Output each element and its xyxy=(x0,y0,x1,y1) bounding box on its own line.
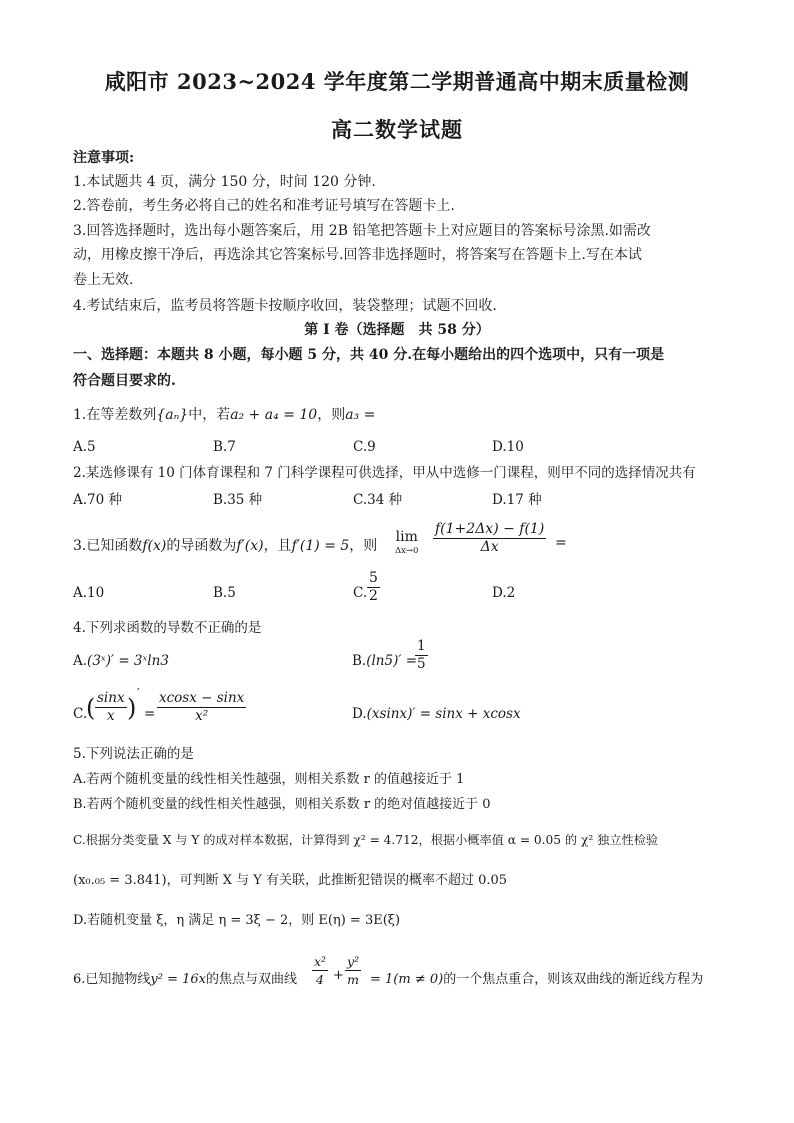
q3-text-d: ，则 xyxy=(349,538,378,554)
q4-option-c-equals: = xyxy=(144,706,156,722)
q2-option-b: B.35 种 xyxy=(213,492,263,508)
q3-option-c-fraction xyxy=(367,570,380,605)
q5-option-a: A.若两个随机变量的线性相关性越强，则相关系数 r 的值越接近于 1 xyxy=(73,772,465,787)
q4-option-d-expr: (xsinx)′ = sinx + xcosx xyxy=(366,706,521,722)
q3-fraction xyxy=(433,521,546,556)
q6-fraction-2 xyxy=(345,953,361,988)
q4-option-a-label: A. xyxy=(73,653,88,669)
q4-option-b-numerator: 1 xyxy=(417,638,426,654)
q6-text-c: 的一个焦点重合，则该双曲线的渐近线方程为 xyxy=(443,972,704,987)
q3-text-b: 的导函数为 xyxy=(166,538,237,554)
q6-fraction-1-denominator: 4 xyxy=(316,972,324,987)
q4-option-d xyxy=(352,706,521,722)
question-6-stem-part-1 xyxy=(73,968,297,987)
q1-option-b: B.7 xyxy=(213,439,236,455)
q4-option-b-lhs: (ln5)′ = xyxy=(366,653,418,669)
q3-fraction-denominator: Δx xyxy=(480,539,499,555)
q5-option-c-line-1: C.根据分类变量 X 与 Y 的成对样本数据，计算得到 χ² = 4.712，根据小概率值 α = 0.05 的 χ² 独立性检验 xyxy=(73,833,659,847)
q5-option-b: B.若两个随机变量的线性相关性越强，则相关系数 r 的绝对值越接近于 0 xyxy=(73,797,491,812)
q4-option-c-paren-left: ( xyxy=(86,694,96,722)
question-3-options xyxy=(73,585,733,605)
q6-text-b: 的焦点与双曲线 xyxy=(206,972,298,987)
q5-option-c-line-2: (x₀.₀₅ = 3.841)，可判断 X 与 Y 有关联，此推断犯错误的概率不超过 0.05 xyxy=(73,873,508,888)
notice-item-1: 1.本试题共 4 页，满分 150 分，时间 120 分钟. xyxy=(73,174,376,190)
q6-plus: + xyxy=(333,968,344,983)
q3-option-c-denominator: 2 xyxy=(369,588,378,604)
q6-fraction-2-denominator: m xyxy=(347,972,359,987)
q4-option-c-inner-denominator: x xyxy=(106,708,115,724)
q3-option-c: C. xyxy=(353,585,368,601)
q3-option-d: D.2 xyxy=(492,585,516,601)
section-title: 第 I 卷（选择题 共 58 分） xyxy=(304,322,490,338)
section-instruction-line-1: 一、选择题：本题共 8 小题，每小题 5 分，共 40 分.在每小题给出的四个选项中，只有一项是 xyxy=(73,347,665,363)
q1-sequence: {aₙ} xyxy=(156,407,189,423)
q1-text-b: 中，若 xyxy=(188,407,231,423)
q4-option-c-inner-numerator: sinx xyxy=(97,690,125,706)
question-2-options xyxy=(73,488,733,508)
q6-hyperbola-rhs: = 1(m ≠ 0) xyxy=(370,972,444,987)
q4-option-c-fraction xyxy=(157,690,246,725)
q4-option-c-paren-right: ) xyxy=(127,694,137,722)
q3-lim-word: lim xyxy=(395,529,418,545)
q1-ask: a₃ = xyxy=(345,407,376,423)
question-6-stem-part-2 xyxy=(370,968,703,987)
q4-option-c-label: C. xyxy=(73,706,88,722)
question-3-stem xyxy=(73,535,377,555)
q3-derivative: f′(x) xyxy=(236,538,264,554)
question-2-stem: 2.某选修课有 10 门体育课程和 7 门科学课程可供选择，甲从中选修一门课程，则甲不同的选择情况共有 xyxy=(73,465,696,481)
q3-lim-subscript: Δx→0 xyxy=(395,546,419,556)
exam-title: 咸阳市 2023~2024 学年度第二学期普通高中期末质量检测 xyxy=(104,69,690,94)
q4-option-c-numerator: xcosx − sinx xyxy=(159,690,245,706)
q2-option-d: D.17 种 xyxy=(492,492,542,508)
notice-item-3-line-1: 3.回答选择题时，选出每小题答案后，用 2B 铅笔把答题卡上对应题目的答案标号涂黑.如需改 xyxy=(73,223,651,239)
question-4-stem: 4.下列求函数的导数不正确的是 xyxy=(73,620,262,636)
q1-option-a: A.5 xyxy=(73,439,96,455)
q4-option-a xyxy=(73,653,169,669)
q3-option-b: B.5 xyxy=(213,585,236,601)
q4-option-d-label: D. xyxy=(352,706,367,722)
q3-limit xyxy=(395,530,418,558)
question-1-options xyxy=(73,439,733,459)
q3-text-c: ，且 xyxy=(263,538,292,554)
notice-item-3-line-3: 卷上无效. xyxy=(73,272,134,288)
q6-fraction-2-numerator: y² xyxy=(347,954,360,969)
q6-fraction-1-numerator: x² xyxy=(314,954,327,969)
q1-condition: a₂ + a₄ = 10 xyxy=(230,407,318,423)
q1-option-c: C.9 xyxy=(353,439,376,455)
notice-item-3-line-2: 动，用橡皮擦干净后，再选涂其它答案标号.回答非选择题时，将答案写在答题卡上.写在本试 xyxy=(73,247,642,263)
q4-option-c-denominator: x² xyxy=(195,708,209,724)
q2-option-c: C.34 种 xyxy=(353,492,403,508)
notice-item-4: 4.考试结束后，监考员将答题卡按顺序收回，装袋整理；试题不回收. xyxy=(73,298,497,314)
q3-fraction-numerator: f(1+2Δx) − f(1) xyxy=(435,521,545,537)
q3-option-a: A.10 xyxy=(73,585,105,601)
q1-text-c: ，则 xyxy=(317,407,346,423)
exam-subtitle: 高二数学试题 xyxy=(331,117,463,142)
q4-option-b-denominator: 5 xyxy=(417,656,426,672)
q3-text-a: 3.已知函数 xyxy=(73,538,143,554)
q3-condition: f′(1) = 5 xyxy=(291,538,350,554)
q1-text-a: 1.在等差数列 xyxy=(73,407,157,423)
q4-option-c-prime: ′ xyxy=(137,686,140,700)
q4-option-b xyxy=(352,653,417,669)
q6-parabola: y² = 16x xyxy=(150,972,206,987)
q1-option-d: D.10 xyxy=(492,439,524,455)
q3-function: f(x) xyxy=(142,538,167,554)
question-1-stem xyxy=(73,405,733,425)
section-instruction-line-2: 符合题目要求的. xyxy=(73,373,176,389)
q3-equals: = xyxy=(555,535,567,551)
q6-text-a: 6.已知抛物线 xyxy=(73,972,151,987)
q4-option-b-fraction xyxy=(415,638,428,673)
q3-option-c-numerator: 5 xyxy=(369,570,378,586)
q2-option-a: A.70 种 xyxy=(73,492,123,508)
notice-heading: 注意事项: xyxy=(73,150,135,166)
q6-fraction-1 xyxy=(312,953,328,988)
q4-option-c-inner-fraction xyxy=(95,690,127,725)
q4-option-a-expr: (3ˣ)′ = 3ˣln3 xyxy=(87,653,169,669)
question-5-stem: 5.下列说法正确的是 xyxy=(73,746,194,762)
q4-option-b-label: B. xyxy=(352,653,367,669)
q5-option-d: D.若随机变量 ξ，η 满足 η = 3ξ − 2，则 E(η) = 3E(ξ) xyxy=(73,913,401,928)
notice-item-2: 2.答卷前，考生务必将自己的姓名和准考证号填写在答题卡上. xyxy=(73,198,455,214)
